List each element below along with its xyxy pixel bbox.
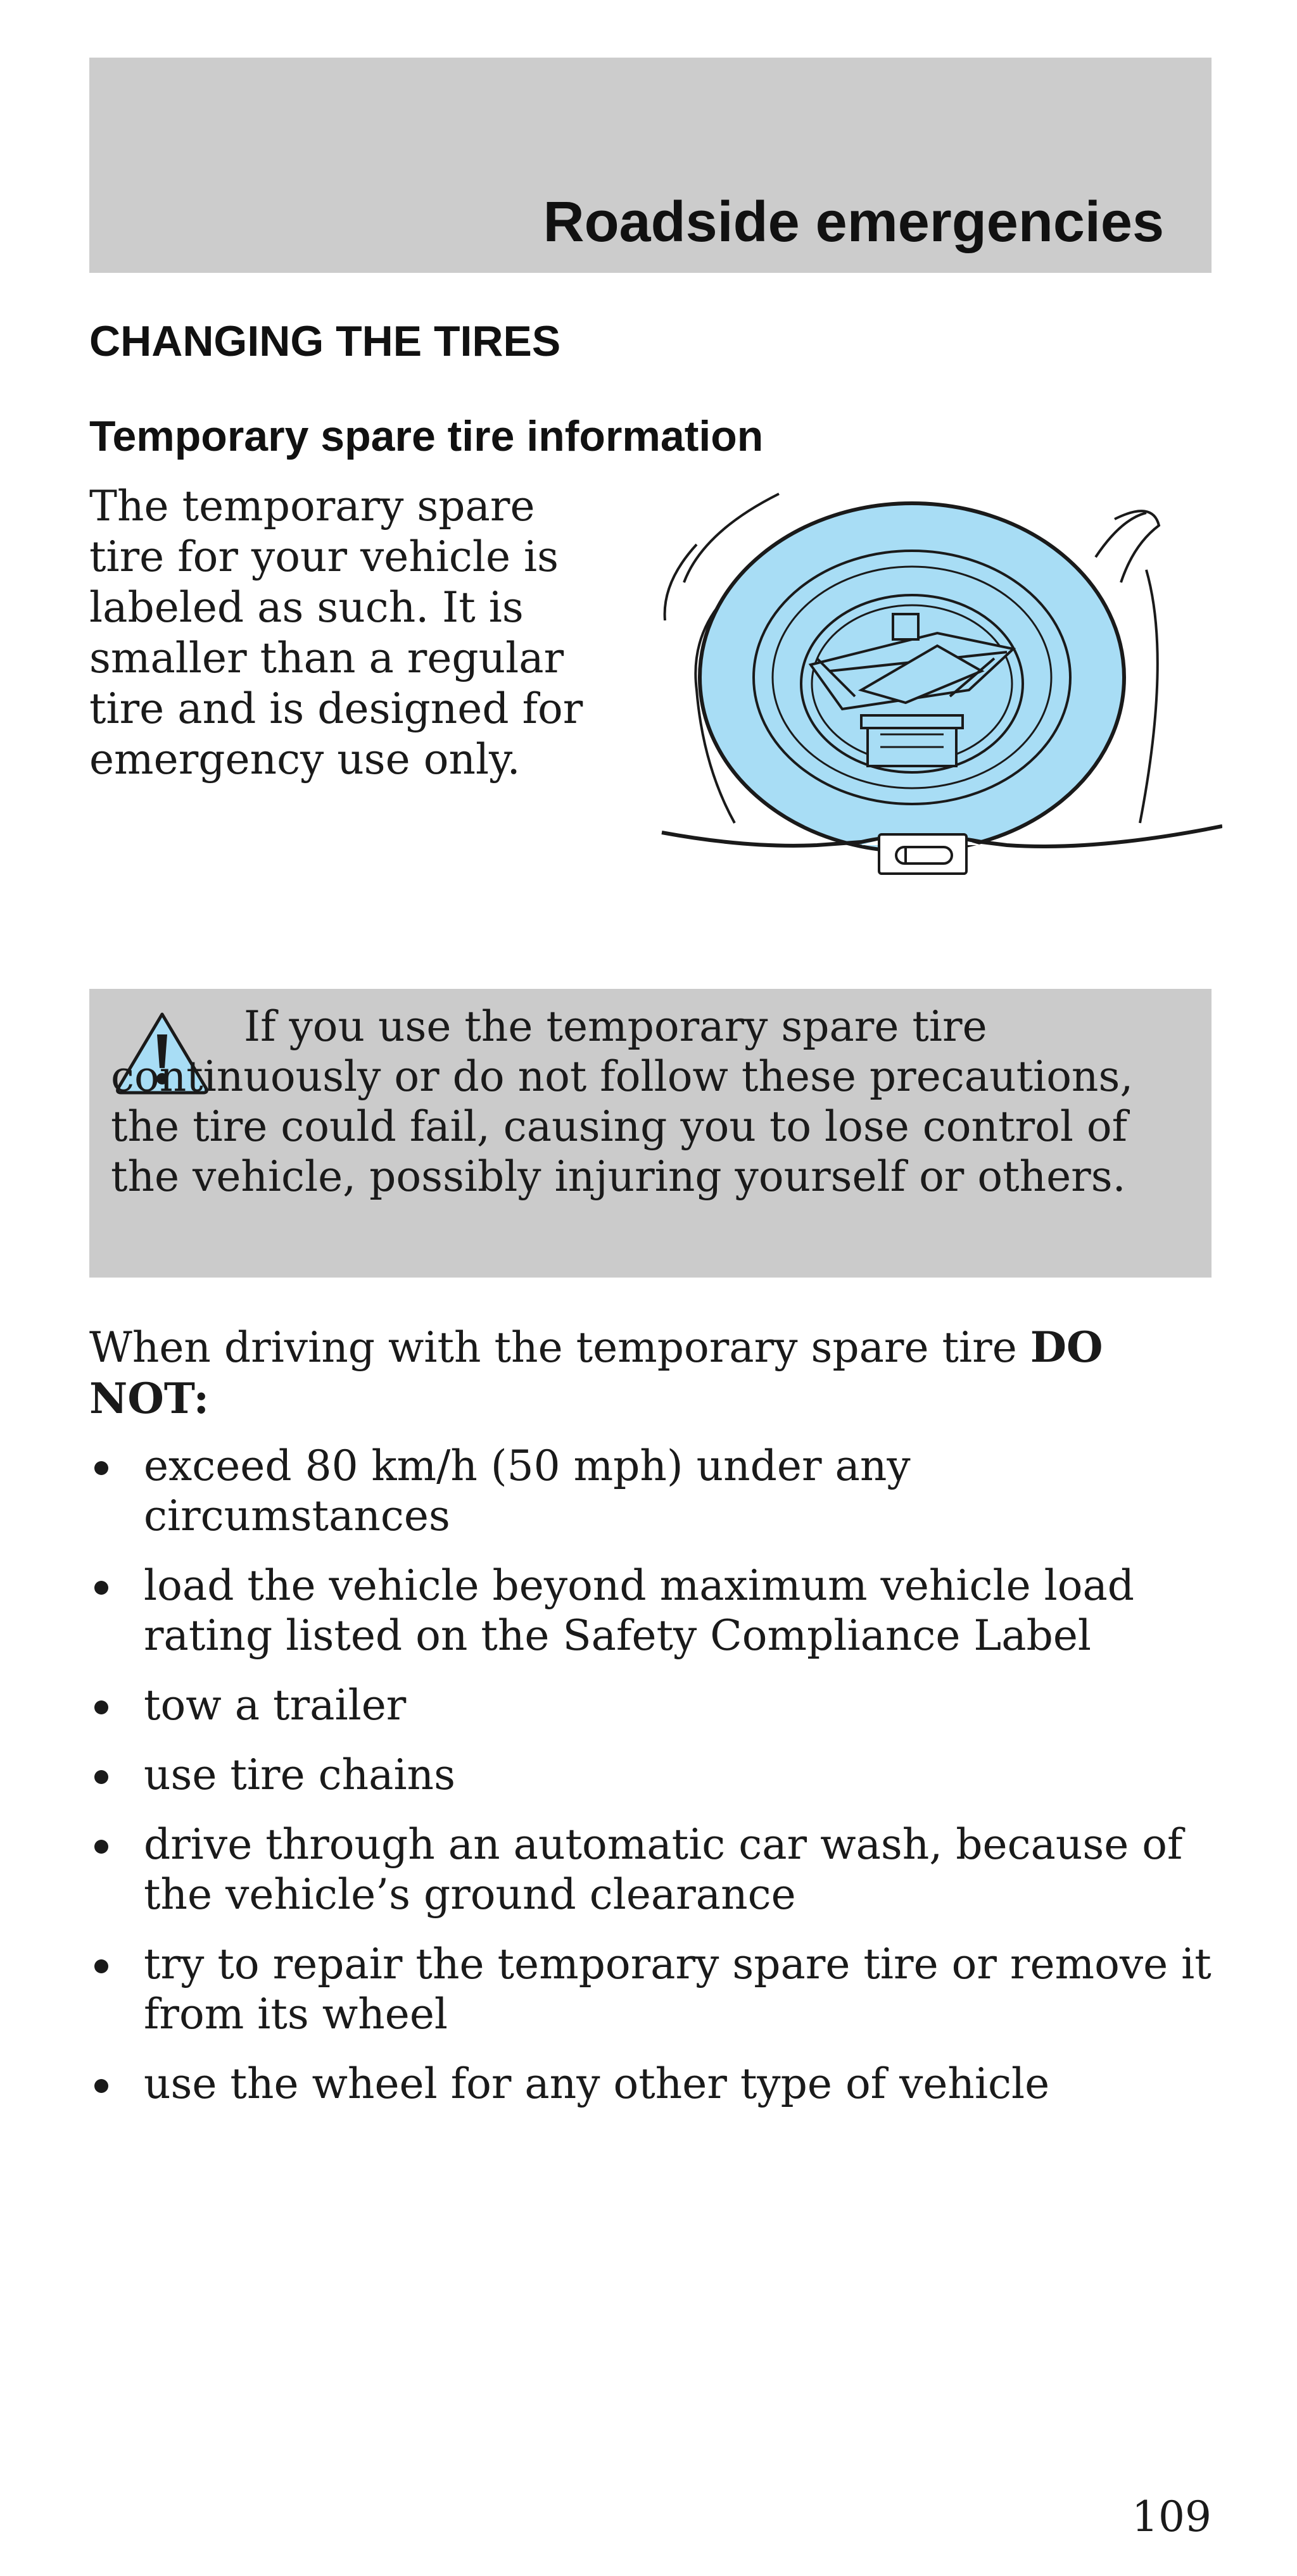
warning-box (89, 989, 1212, 1278)
header-band (89, 58, 1212, 273)
driving-intro-emphasis: DO NOT: (89, 1323, 1103, 1423)
list-item: load the vehicle beyond maximum vehicle load rating listed on the Safety Compliance Label (89, 1561, 1212, 1661)
list-item: use the wheel for any other type of vehicle (89, 2059, 1212, 2109)
trunk-latch-icon (879, 834, 966, 874)
driving-intro-text: When driving with the temporary spare tire (89, 1323, 1017, 1372)
driving-intro (89, 1322, 1212, 1424)
spare-tire-illustration (652, 481, 1222, 886)
page-title: Roadside emergencies (543, 191, 1164, 254)
intro-paragraph: The temporary spare tire for your vehicle is labeled as such. It is smaller than a regular tire and is designed for emergency use only. (89, 482, 583, 784)
subsection-heading: Temporary spare tire information (89, 412, 764, 460)
section-heading: CHANGING THE TIRES (89, 317, 561, 365)
list-item: try to repair the temporary spare tire or remove it from its wheel (89, 1939, 1212, 2039)
list-item: exceed 80 km/h (50 mph) under any circumstances (89, 1441, 1212, 1541)
list-item: use tire chains (89, 1750, 1212, 1800)
page-number: 109 (1132, 2492, 1212, 2541)
warning-text: If you use the temporary spare tire continuously or do not follow these precautions, the tire could fail, causing you to lose control of the vehicle, possibly injuring yourself or others. (111, 1002, 1134, 1201)
list-item: tow a trailer (89, 1680, 1212, 1730)
list-item: drive through an automatic car wash, because of the vehicle’s ground clearance (89, 1819, 1212, 1919)
do-not-list (89, 1441, 1212, 2128)
